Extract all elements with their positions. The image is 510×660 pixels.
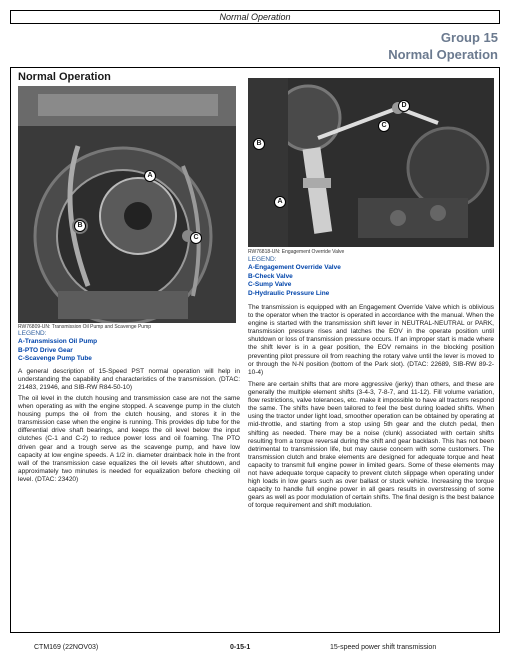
callout-a-fig2 bbox=[274, 196, 286, 208]
figure2-legend bbox=[248, 256, 341, 298]
figure1-legend-item: C-Scavenge Pump Tube bbox=[18, 355, 92, 363]
footer-left: CTM169 (22NOV03) bbox=[34, 644, 99, 651]
callout-d-fig2 bbox=[398, 100, 410, 112]
callout-c-label: C bbox=[193, 234, 199, 241]
figure1-legend bbox=[18, 330, 97, 364]
paragraph-engagement-override: The transmission is equipped with an Engagement Override Valve which is oblivious to the operator when the tractor is operated in accordance with the manual. When the engine is started with the transmission shift lever in NEUTRAL-NEUTRAL or PARK, transmission pressure rises and latches the EOV in the operate position until shutdown or loss of transmission pressure occurs. If an improper start is made where the shift lever is in a gear position, the EOV remains in the blocking position preventing pilot pressure oil from reaching the rotary valve until the lever is moved to or through the N-N position (bottom of the Park slot). (DTAC: 22689, SIB-RW 89-2-10-4) bbox=[248, 304, 494, 376]
running-header bbox=[10, 10, 500, 24]
group-heading bbox=[388, 30, 498, 63]
callout-c-fig1 bbox=[190, 232, 202, 244]
running-header-text: Normal Operation bbox=[219, 12, 291, 22]
callout-b-fig1 bbox=[74, 220, 86, 232]
figure1-legend-item: B-PTO Drive Gear bbox=[18, 346, 73, 354]
callout-a-fig1 bbox=[144, 170, 156, 182]
figure2-legend-title: LEGEND: bbox=[248, 256, 277, 263]
callout-c-label: C bbox=[381, 122, 387, 129]
paragraph-aggressive-shifts: There are certain shifts that are more aggressive (jerky) than others, and these are generally the multiple element shifts (3-4-3, 7-8-7, and 11-12). Fill volume variation, flow restrictions, valve tolerances, etc. make it impossible to have all tractors respond the same. The shifts have been tailored to feel the best during loaded shifts. When using the tractor under light load, smoother operation can be obtained by operating at mid-throttle, and starting from a stop using 5th gear and the clutch pedal, then shifting as needed. There may be a noise (clunk) associated with certain shifts resulting from a torque reversal during the shift and gear backlash. This has not been detrimental to transmission life, but may cause concern with some customers. The transmission clutch and brake elements are designed for adequate torque and heat capacity to transmit full engine power in limited gears. Some of these elements may not have adequate torque capacity to prevent clutch slippage when operating under high loads in low gears such as over ballast or stuck vehicle. Increasing the torque capacity to handle full engine power in all gears results in overstressing of some gears as well as poor modulation of certain shifts. The final design is the best balance of torque requirement and shift modulation. bbox=[248, 381, 494, 510]
callout-b-label: B bbox=[256, 140, 262, 147]
figure1-legend-item: A-Transmission Oil Pump bbox=[18, 338, 98, 346]
figure1-legend-title: LEGEND: bbox=[18, 330, 47, 337]
callout-a-label: A bbox=[277, 198, 283, 205]
group-title: Normal Operation bbox=[388, 47, 498, 62]
section-title: Normal Operation bbox=[18, 71, 111, 83]
figure1-id: RW76809-UN: Transmission Oil Pump and Scavenge Pump bbox=[18, 324, 152, 330]
footer-center: 0-15-1 bbox=[230, 644, 251, 651]
callout-a-label: A bbox=[147, 172, 153, 179]
figure2-legend-item: C-Sump Valve bbox=[248, 281, 292, 289]
engagement-override-valve-photo bbox=[248, 78, 494, 247]
figure2-id: RW76818-UN: Engagement Override Valve bbox=[248, 249, 345, 255]
figure2-legend-item: A-Engagement Override Valve bbox=[248, 264, 341, 272]
group-number: Group 15 bbox=[440, 30, 498, 45]
callout-b-label: B bbox=[77, 222, 83, 229]
figure2-legend-item: D-Hydraulic Pressure Line bbox=[248, 289, 330, 297]
transmission-oil-pump-photo bbox=[18, 86, 236, 323]
figure2-legend-item: B-Check Valve bbox=[248, 272, 293, 280]
callout-b-fig2 bbox=[253, 138, 265, 150]
callout-d-label: D bbox=[401, 102, 407, 109]
paragraph-general-description: A general description of 15-Speed PST normal operation will help in understanding the capability and characteristics of the transmission. (DTAC: 21483, 21946, and SIB-RW R84-50-10) bbox=[18, 368, 240, 392]
footer-right: 15-speed power shift transmission bbox=[330, 644, 437, 651]
paragraph-oil-level: The oil level in the clutch housing and transmission case are not the same when operating as with the engine stopped. A scavenge pump in the clutch housing pumps the oil from the clutch housing, and stores it in the transmission case when the engine is running. This provides dip tube for the differential drive shaft bearings, and keeps the oil level below the input clutches (C-1 and C-2) to reduce power loss and oil foaming. The PTO driven gear and a trough serve as the scavenge pump, and have low capacity at low engine speeds. A 1/2 in. diameter drainback hole in the front wall of the transmission case equalizes the oil levels after shutdown, and approximately two minutes is needed for equalization before checking oil level. (DTAC: 23420) bbox=[18, 395, 240, 483]
callout-c-fig2 bbox=[378, 120, 390, 132]
